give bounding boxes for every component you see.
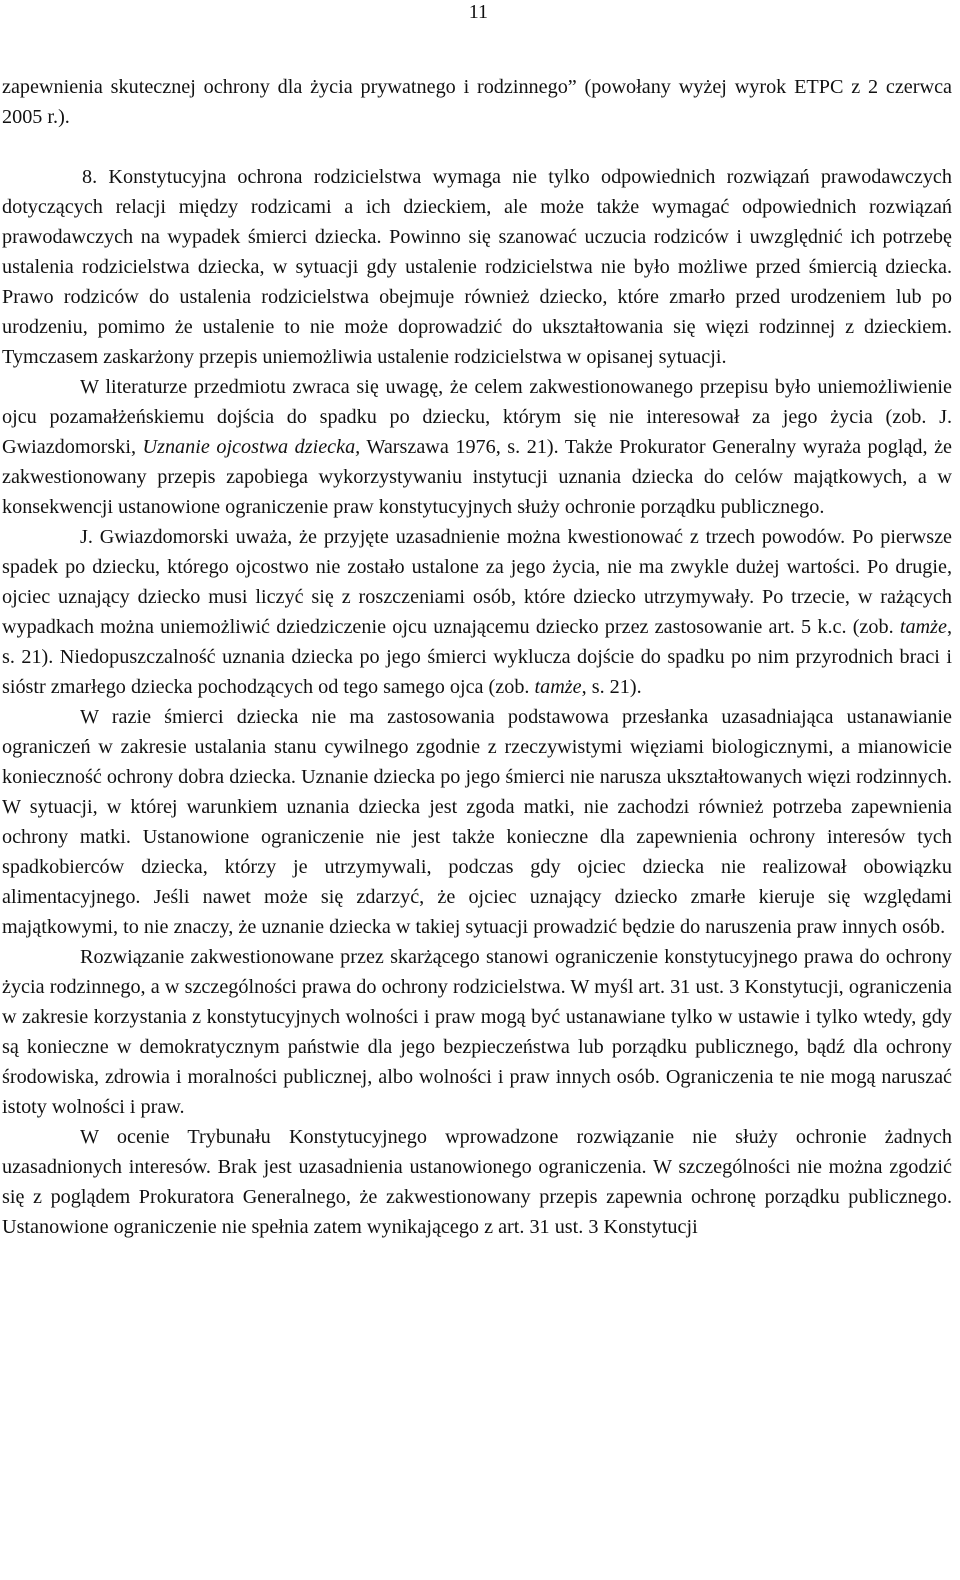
paragraph-child-death: W razie śmierci dziecka nie ma zastosowania podstawowa przesłanka uzasadniająca ustanawianie ograniczeń w zakresie ustalania stanu cywilnego zgodnie z rzeczywistymi więziami biologicznymi, a mianowicie konieczność ochrony dobra dziecka. Uznanie dziecka po jego śmierci nie narusza ukształtowanych więzi rodzinnych. W sytuacji, w której warunkiem uznania dziecka jest zgoda matki, nie zachodzi również potrzeba zapewnienia ochrony matki. Ustanowione ograniczenie nie jest także konieczne dla zapewnienia ochrony interesów tych spadkobierców dziecka, którzy je utrzymywali, podczas gdy ojciec dziecka nie realizował obowiązku alimentacyjnego. Jeśli nawet może się zdarzyć, że ojciec uznający dziecko zmarłe kieruje się względami majątkowymi, to nie znaczy, że uznanie dziecka w takiej sytuacji prowadzić będzie do naruszenia praw innych osób.: [2, 706, 952, 938]
paragraph-restriction: Rozwiązanie zakwestionowane przez skarżącego stanowi ograniczenie konstytucyjnego prawa do ochrony życia rodzinnego, a w szczególności prawa do ochrony rodzicielstwa. W myśl art. 31 ust. 3 Konstytucji, ograniczenia w zakresie korzystania z konstytucyjnych wolności i praw mogą być ustanawiane tylko w ustawie i tylko wtedy, gdy są konieczne w demokratycznym państwie dla jego bezpieczeństwa lub porządku publicznego, bądź dla ochrony środowiska, zdrowia i moralności publicznej, albo wolności i praw innych osób. Ograniczenia te nie mogą naruszać istoty wolności i praw.: [2, 946, 952, 1118]
paragraph-gap: [2, 132, 952, 162]
citation-ibid-2: tamże: [534, 676, 582, 698]
paragraph-literature-text-a: W literaturze przedmiotu zwraca się uwagę, że celem zakwestionowanego przepisu było uniemożliwienie ojcu pozamałżeńskiemu dojścia do spadku po dziecku, którym się nie interesował za jego życia (zob. J. Gwiazdomorski,: [2, 376, 952, 458]
paragraph-gwiazdomorski: [2, 522, 952, 702]
citation-title: Uznanie ojcostwa dziecka,: [142, 436, 361, 458]
paragraph-literature-text-b: Warszawa 1976, s. 21). Także Prokurator Generalny wyraża pogląd, że zakwestionowany przepis zapobiega wykorzystywaniu instytucji uznania dziecka do celów majątkowych, a w konsekwencji ustanowione ograniczenie praw konstytucyjnych służy ochronie porządku publicznego.: [2, 436, 952, 518]
paragraph-section-8: 8. Konstytucyjna ochrona rodzicielstwa wymaga nie tylko odpowiednich rozwiązań prawodawczych dotyczących relacji między rodzicami a ich dzieckiem, ale może także wymagać odpowiednich rozwiązań prawodawczych na wypadek śmierci dziecka. Powinno się szanować uczucia rodziców i uwzględnić ich potrzebę ustalenia rodzicielstwa dziecka, w sytuacji gdy ustalenie rodzicielstwa nie było możliwe przed śmiercią dziecka. Prawo rodziców do ustalenia rodzicielstwa obejmuje również dziecko, które zmarło przed urodzeniem lub po urodzeniu, pomimo że ustalenie to nie może doprowadzić do ukształtowania się więzi rodzinnej z dzieckiem. Tymczasem zaskarżony przepis uniemożliwia ustalenie rodzicielstwa w opisanej sytuacji.: [2, 166, 952, 368]
paragraph-gwiazdomorski-text-a: J. Gwiazdomorski uważa, że przyjęte uzasadnienie można kwestionować z trzech powodów. Po pierwsze spadek po dziecku, którego ojcostwo nie zostało ustalone za jego życia, nie ma zwykle dużej wartości. Po drugie, ojciec uznający dziecko musi liczyć się z roszczeniami osób, które dziecko utrzymywały. Po trzecie, w rażących wypadkach można uniemożliwić dziedziczenie ojcu uznającemu dziecko przez zastosowanie art. 5 k.c. (zob.: [2, 526, 952, 638]
citation-ibid-1: tamże: [899, 616, 947, 638]
paragraph-gwiazdomorski-text-c: , s. 21).: [581, 676, 642, 698]
page-number: 11: [468, 1, 488, 23]
paragraph-continuation: zapewnienia skutecznej ochrony dla życia prywatnego i rodzinnego” (powołany wyżej wyrok ETPC z 2 czerwca 2005 r.).: [2, 76, 952, 128]
paragraph-literature: [2, 372, 952, 522]
document-body: [2, 72, 952, 1242]
paragraph-gwiazdomorski-text-b: , s. 21). Niedopuszczalność uznania dziecka po jego śmierci wyklucza dojście do spadku po nim przyrodnich braci i sióstr zmarłego dziecka pochodzących od tego samego ojca (zob.: [2, 616, 952, 698]
paragraph-tribunal-assessment: W ocenie Trybunału Konstytucyjnego wprowadzone rozwiązanie nie służy ochronie żadnych uzasadnionych interesów. Brak jest uzasadnienia ustanowionego ograniczenia. W szczególności nie można zgodzić się z poglądem Prokuratora Generalnego, że zakwestionowany przepis zapewnia ochronę porządku publicznego. Ustanowione ograniczenie nie spełnia zatem wynikającego z art. 31 ust. 3 Konstytucji: [2, 1126, 952, 1238]
